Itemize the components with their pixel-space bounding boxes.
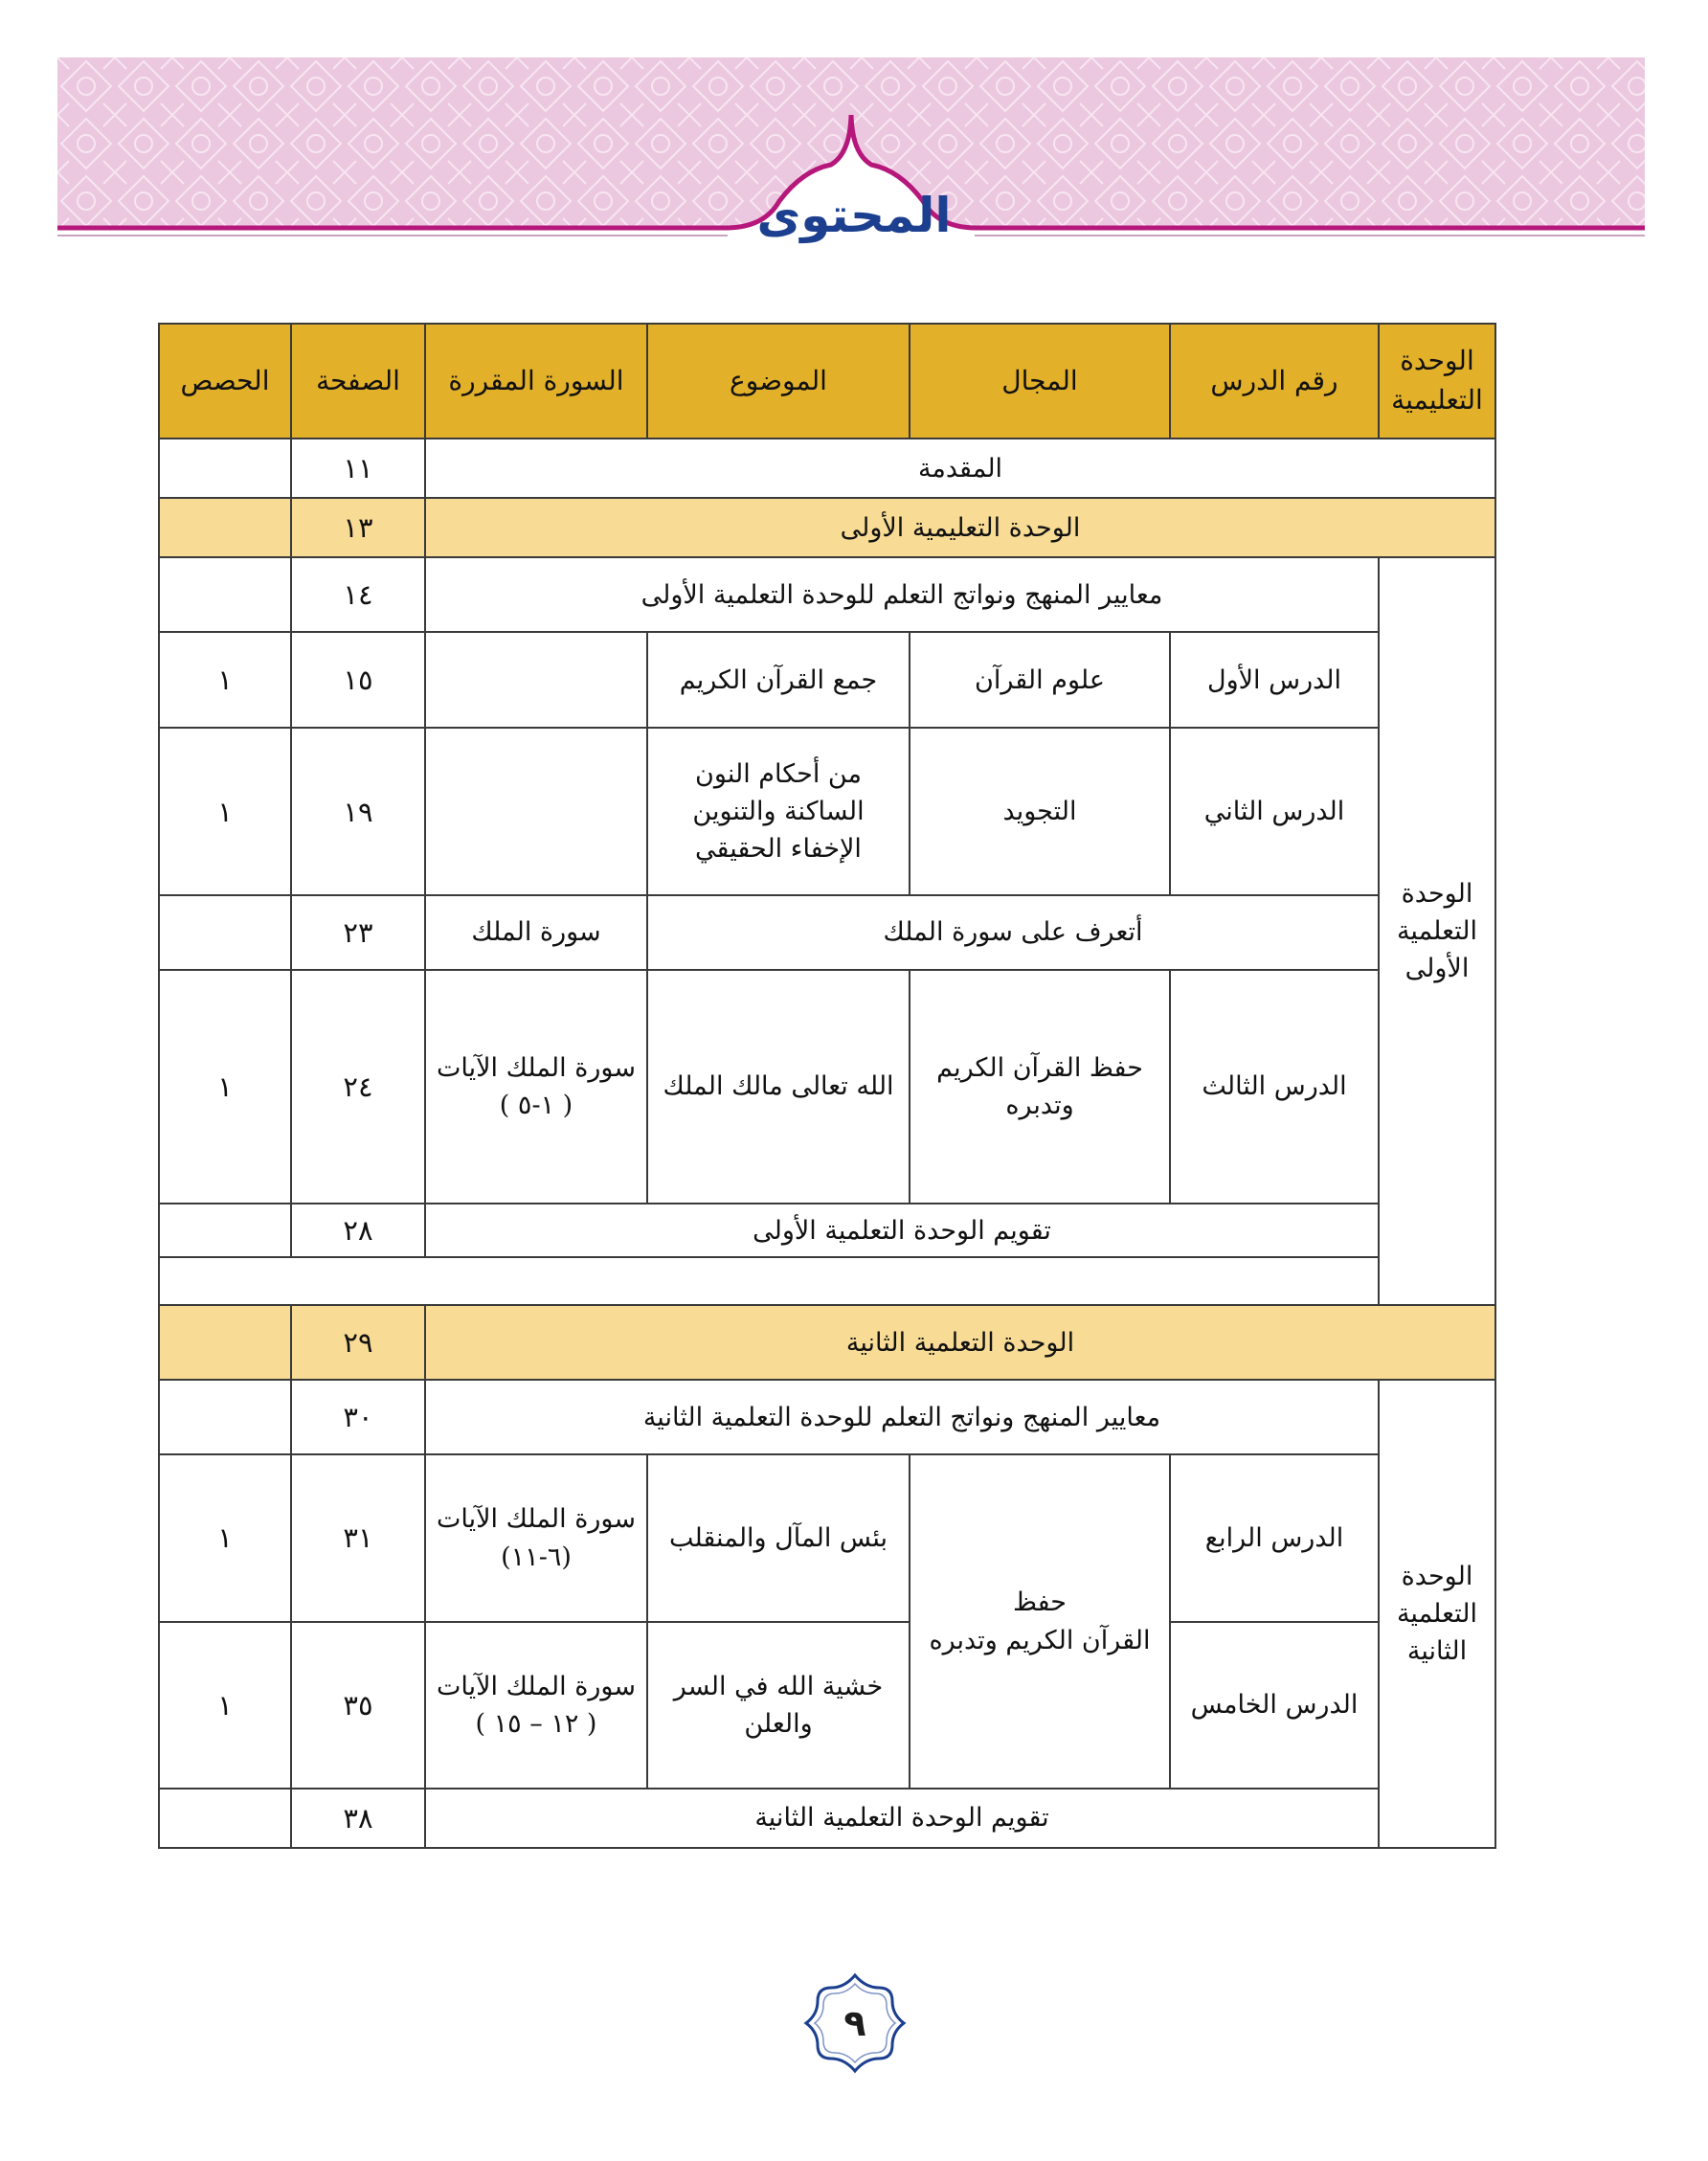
surah-intro-surah: سورة الملك — [425, 895, 647, 970]
unit2-name-line: الوحدة — [1401, 1561, 1473, 1591]
lesson1-page: ١٥ — [291, 632, 425, 728]
unit1-title: الوحدة التعليمية الأولى — [425, 498, 1495, 557]
unit2-title: الوحدة التعلمية الثانية — [425, 1305, 1495, 1380]
lesson1-periods: ١ — [159, 632, 291, 728]
lesson3-surah-line: سورة الملك الآيات — [436, 1052, 636, 1083]
lesson3-surah-line: ( ١-٥ ) — [499, 1090, 573, 1120]
unit2-field-line: القرآن الكريم وتدبره — [929, 1625, 1151, 1655]
lesson5-topic — [647, 1622, 910, 1789]
lesson3-number: الدرس الثالث — [1170, 970, 1379, 1204]
intro-page: ١١ — [291, 439, 425, 498]
empty-cell — [159, 1789, 291, 1848]
lesson4-surah — [425, 1454, 647, 1621]
lesson3-field-line: حفظ القرآن الكريم — [936, 1052, 1143, 1083]
lesson5-surah — [425, 1622, 647, 1789]
header-field: المجال — [910, 324, 1170, 439]
header-periods: الحصص — [159, 324, 291, 439]
lesson2-field: التجويد — [910, 728, 1170, 894]
unit2-name-line: الثانية — [1406, 1636, 1468, 1667]
lesson1-surah — [425, 632, 647, 728]
unit1-standards-label: معايير المنهج ونواتج التعلم للوحدة التعلمية الأولى — [425, 557, 1379, 632]
unit1-evaluation-page: ٢٨ — [291, 1204, 425, 1257]
lesson1-number: الدرس الأول — [1170, 632, 1379, 728]
lesson1-topic: جمع القرآن الكريم — [647, 632, 910, 728]
unit2-shared-field — [910, 1454, 1170, 1788]
unit1-name-cell — [1379, 557, 1495, 1305]
table-row-lesson1 — [159, 632, 1495, 728]
header-lesson-number: رقم الدرس — [1170, 324, 1379, 439]
table-row-lesson2 — [159, 728, 1495, 894]
lesson2-topic-line: الساكنة والتنوين — [692, 797, 865, 826]
lesson4-number: الدرس الرابع — [1170, 1454, 1379, 1621]
table-row-intro — [159, 439, 1495, 498]
empty-cell — [159, 498, 291, 557]
unit2-name-line: التعلمية — [1396, 1599, 1478, 1630]
lesson3-field — [910, 970, 1170, 1204]
lesson5-topic-line: والعلن — [744, 1708, 813, 1739]
empty-cell — [159, 557, 291, 632]
empty-cell — [159, 895, 291, 970]
empty-cell — [159, 439, 291, 498]
lesson3-periods: ١ — [159, 970, 291, 1204]
unit1-name-line: الأولى — [1405, 954, 1470, 984]
lesson1-field: علوم القرآن — [910, 632, 1170, 728]
lesson4-topic: بئس المآل والمنقلب — [647, 1454, 910, 1621]
unit1-name-line: التعلمية — [1396, 916, 1478, 947]
empty-cell — [159, 1305, 291, 1380]
lesson4-surah-line: (٦-١١) — [501, 1542, 572, 1572]
lesson4-page: ٣١ — [291, 1454, 425, 1621]
lesson2-topic-line: الإخفاء الحقيقي — [695, 834, 862, 865]
unit1-name-line: الوحدة — [1401, 879, 1473, 910]
table-row-unit2-title — [159, 1305, 1495, 1380]
page-number: ٩ — [843, 2002, 866, 2044]
lesson2-page: ١٩ — [291, 728, 425, 894]
lesson2-number: الدرس الثاني — [1170, 728, 1379, 894]
lesson2-surah — [425, 728, 647, 894]
lesson5-periods: ١ — [159, 1622, 291, 1789]
table-row-lesson3 — [159, 970, 1495, 1204]
lesson4-periods: ١ — [159, 1454, 291, 1621]
unit2-name-cell — [1379, 1380, 1495, 1848]
header-surah: السورة المقررة — [425, 324, 647, 439]
empty-cell — [159, 1204, 291, 1257]
page-title: المحتوى — [756, 188, 952, 243]
spacer-cell — [159, 1257, 1379, 1305]
table-row-lesson5 — [159, 1622, 1495, 1789]
table-row-unit1-title — [159, 498, 1495, 557]
table-row-unit1-standards — [159, 557, 1495, 632]
unit2-evaluation-page: ٣٨ — [291, 1789, 425, 1848]
lesson4-surah-line: سورة الملك الآيات — [436, 1504, 636, 1535]
table-row-spacer — [159, 1257, 1495, 1305]
lesson3-surah — [425, 970, 647, 1204]
empty-cell — [159, 1380, 291, 1454]
surah-intro-page: ٢٣ — [291, 895, 425, 970]
table-row-unit2-evaluation — [159, 1789, 1495, 1848]
header-unit: الوحدة التعليمية — [1379, 324, 1495, 439]
header-topic: الموضوع — [647, 324, 910, 439]
table-row-unit2-standards — [159, 1380, 1495, 1454]
unit2-page: ٢٩ — [291, 1305, 425, 1380]
unit2-evaluation-label: تقويم الوحدة التعلمية الثانية — [425, 1789, 1379, 1848]
lesson5-surah-line: سورة الملك الآيات — [436, 1671, 636, 1701]
unit2-field-line: حفظ — [1013, 1587, 1067, 1618]
unit1-page: ١٣ — [291, 498, 425, 557]
lesson5-surah-line: ( ١٢ – ١٥ ) — [475, 1708, 597, 1739]
contents-table — [158, 323, 1496, 1849]
lesson2-topic-line: من أحكام النون — [695, 758, 862, 789]
lesson3-page: ٢٤ — [291, 970, 425, 1204]
unit1-standards-page: ١٤ — [291, 557, 425, 632]
unit2-standards-label: معايير المنهج ونواتج التعلم للوحدة التعلمية الثانية — [425, 1380, 1379, 1454]
table-row-surah-intro — [159, 895, 1495, 970]
lesson5-page: ٣٥ — [291, 1622, 425, 1789]
surah-intro-label: أتعرف على سورة الملك — [647, 895, 1379, 970]
table-row-unit1-evaluation — [159, 1204, 1495, 1257]
table-row-lesson4 — [159, 1454, 1495, 1621]
lesson3-field-line: وتدبره — [1005, 1090, 1074, 1120]
lesson2-periods: ١ — [159, 728, 291, 894]
lesson5-topic-line: خشية الله في السر — [673, 1671, 884, 1701]
lesson5-number: الدرس الخامس — [1170, 1622, 1379, 1789]
unit2-standards-page: ٣٠ — [291, 1380, 425, 1454]
header-page: الصفحة — [291, 324, 425, 439]
intro-label: المقدمة — [425, 439, 1495, 498]
lesson2-topic — [647, 728, 910, 894]
unit1-evaluation-label: تقويم الوحدة التعلمية الأولى — [425, 1204, 1379, 1257]
table-header-row — [159, 324, 1495, 439]
lesson3-topic: الله تعالى مالك الملك — [647, 970, 910, 1204]
